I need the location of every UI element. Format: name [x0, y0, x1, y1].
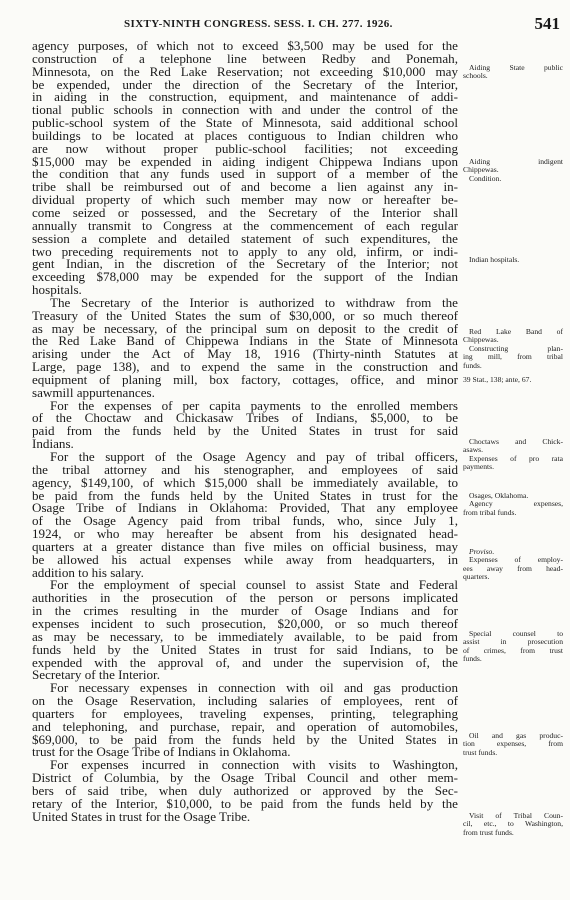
text-line: Secretary of the Interior. [32, 667, 160, 683]
margin-note-aiding-schools: Aiding State public schools. [463, 63, 563, 81]
text-line: United States in trust for the Osage Tribe. [32, 808, 251, 824]
text-line: are now without proper public-school facilities; not exceeding [32, 140, 458, 156]
page-number: 541 [534, 14, 560, 33]
text-line: For the expenses of per capita payments to the enrolled members [50, 397, 458, 413]
text-line: dividual property of which such member may now or hereafter be- [32, 192, 458, 208]
text-line: gent Indian, in the discretion of the Secretary of the Interior; not [32, 256, 458, 272]
text-line: the condition that any funds used in support of a member of the [32, 166, 458, 182]
text-line: tribe shall be reimbursed out of and become a lien against any in- [32, 179, 458, 195]
text-line: expenses incident to such prosecution, $20,000, or so much thereof [32, 615, 458, 631]
text-line: Treasury of the United States the sum of $30,000, or so much thereof [32, 307, 458, 323]
text-line: $69,000, to be paid from the funds held by the United States in [32, 731, 458, 747]
text-line: sawmill appurtenances. [32, 384, 155, 400]
margin-note-aiding-indigent: Aiding indigent Chippewas. Condition. [463, 157, 563, 183]
text-line: agency purposes, of which not to exceed $3,500 may be used for the [32, 38, 458, 53]
text-line: public-school system of the State of Minnesota, said additional school [32, 115, 458, 131]
text-line: the Red Lake Band of Chippewa Indians in the State of Minnesota [32, 333, 458, 349]
text-line: bers of said tribe, when duly authorized or approved by the Sec- [32, 782, 458, 798]
text-line: For necessary expenses in connection with oil and gas production [50, 680, 458, 696]
text-line: trust for the Osage Tribe of Indians in Oklahoma. [32, 744, 291, 760]
text-line: in the crimes resulting in the murder of Osage Indians and for [32, 603, 458, 619]
text-line: in aiding in the construction, equipment, and maintenance of addi- [32, 89, 458, 105]
text-line: quarters for employees, traveling expenses, printing, telegraphing [32, 705, 458, 721]
text-line: 1924, or who may hereafter be absent from his designated head- [32, 526, 458, 542]
text-line: annually transmit to Congress at the commencement of each regular [32, 217, 458, 233]
text-line: funds held by the United States in trust for said Indians, to be [32, 641, 458, 657]
text-line: addition to his salary. [32, 564, 144, 580]
text-line: District of Columbia, by the Osage Tribal Council and other mem- [32, 770, 458, 786]
text-line: For the support of the Osage Agency and pay of tribal officers, [50, 449, 458, 464]
text-line: and telephoning, and purchase, repair, and operation of automobiles, [32, 718, 458, 734]
text-line: of the Osage Agency paid from tribal funds, who, since July 1, [32, 513, 458, 529]
margin-notes [463, 40, 563, 900]
text-line: authorities in the prosecution of the person or persons implicated [32, 590, 458, 606]
text-line: paid from the funds held by the United States in trust for said [32, 423, 458, 439]
text-line: be allowed his actual expenses while away from headquarters, in [32, 551, 458, 567]
text-line: be paid from the funds held by the United States in trust for the [32, 487, 458, 503]
text-line: expended with the approval of, and under the supervision of, the [32, 654, 458, 670]
text-line: The Secretary of the Interior is authorized to withdraw from the [50, 294, 458, 310]
text-line: retary of the Interior, $10,000, to be paid from the funds held by the [32, 795, 458, 811]
text-line: agency, $149,100, of which $15,000 shall be immediately available, to [32, 474, 458, 490]
text-line: quarters at a greater distance than five miles on official business, may [32, 538, 458, 554]
margin-note-oil-gas: Oil and gas produc- tion expenses, from trust funds. [463, 731, 563, 757]
text-line: as may be necessary, to be immediately available, to be paid from [32, 628, 458, 644]
text-line: buildings to be located at places contiguous to Indian children who [32, 127, 458, 143]
text-line: hospitals. [32, 282, 82, 298]
text-line: equipment of planing mill, box factory, cottages, office, and minor [32, 371, 458, 387]
text-line: the tribal attorney and his stenographer, and employees of said [32, 461, 458, 477]
text-line: Osage Tribe of Indians in Oklahoma: Provided, That any employee [32, 500, 458, 516]
text-line: be expended, under the direction of the Secretary of the Interior, [32, 76, 458, 92]
text-line: For expenses incurred in connection with visits to Washington, [50, 757, 458, 773]
margin-note-choctaw: Choctaws and Chick- asaws. Expenses of pro rata payments. [463, 437, 563, 472]
margin-note-indian-hospitals: Indian hospitals. [469, 255, 520, 264]
text-line: tional public schools in connection with and under the control of the [32, 102, 458, 118]
margin-note-red-lake: Red Lake Band of Chippewas. Constructing plan- ing mill, from tribal funds. 39 Stat., 138; ante, 67. [463, 327, 563, 385]
text-line: For the employment of special counsel to assist State and Federal [50, 577, 458, 593]
text-line: Indians. [32, 436, 74, 452]
running-head: SIXTY-NINTH CONGRESS. SESS. I. CH. 277. 1926. [124, 18, 393, 30]
page-header [32, 14, 560, 36]
statute-text [32, 40, 458, 823]
text-line: session a complete and detailed statement of such expenditures, the [32, 230, 458, 246]
margin-note-tribal-council: Visit of Tribal Coun- cil, etc., to Washington, from trust funds. [463, 811, 563, 837]
text-line: exceeding $78,000 may be expended for the support of the Indian [32, 269, 458, 285]
text-line: $15,000 may be expended in aiding indigent Chippewa Indians upon [32, 153, 458, 169]
margin-note-proviso: Proviso. Expenses of employ- ees away from head- quarters. [463, 547, 563, 582]
text-line: two preceding requirements not to apply to any old, infirm, or indi- [32, 243, 458, 259]
margin-note-special-counsel: Special counsel to assist in prosecution of crimes, from trust funds. [463, 629, 563, 664]
margin-note-osage-agency: Osages, Oklahoma. Agency expenses, from tribal funds. [463, 491, 563, 517]
text-line: as may be necessary, of the principal sum on deposit to the credit of [32, 320, 458, 336]
text-line: construction of a telephone line between Redby and Ponemah, [32, 50, 458, 66]
text-line: come seized or possessed, and the Secretary of the Interior shall [32, 204, 458, 220]
text-line: Large, page 138), and to expend the same in the construction and [32, 359, 458, 375]
text-line: on the Osage Reservation, including salaries of employees, rent of [32, 693, 458, 709]
text-line: of the Choctaw and Chickasaw Tribes of Indians, $5,000, to be [32, 410, 458, 426]
text-line: Minnesota, on the Red Lake Reservation; not exceeding $10,000 may [32, 63, 458, 79]
text-line: arising under the Act of May 18, 1916 (Thirty-ninth Statutes at [32, 346, 458, 362]
